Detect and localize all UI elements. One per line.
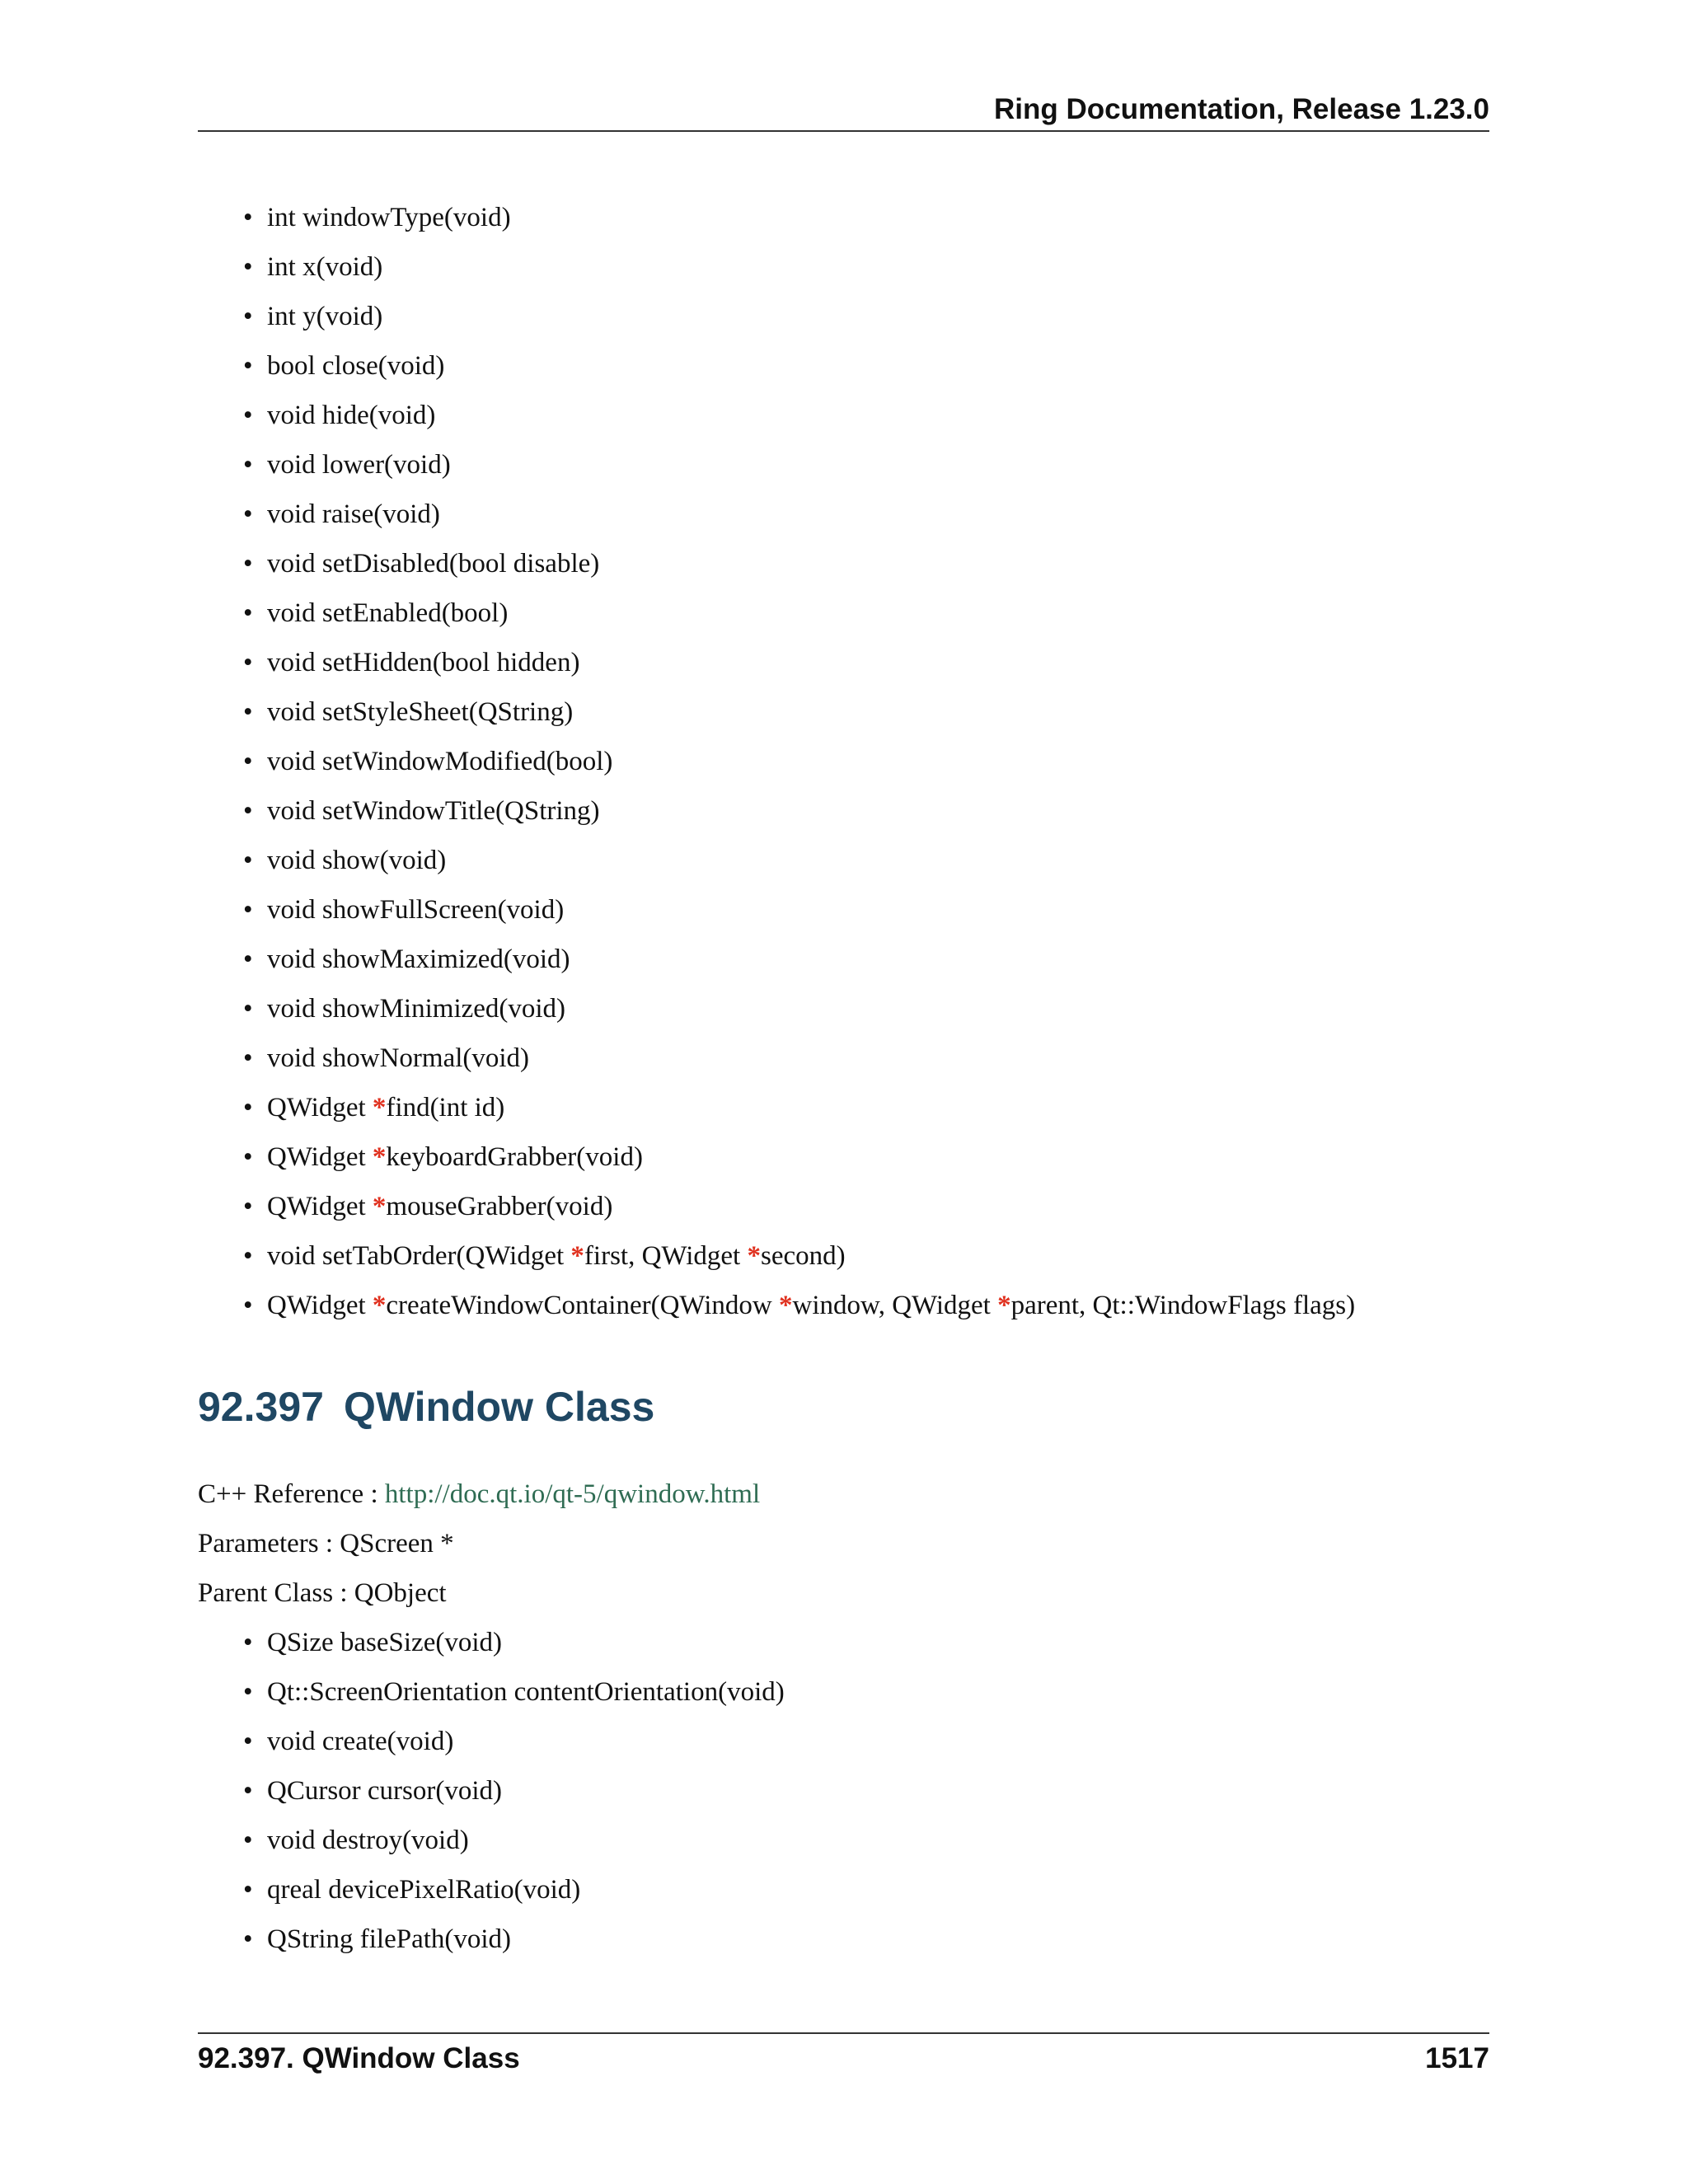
method-item: • void setHidden(bool hidden) [243,638,1355,687]
bullet-icon: • [243,1142,253,1172]
bullet-icon: • [243,944,253,974]
method-item: • QString filePath(void) [243,1915,785,1964]
bullet-icon: • [243,994,253,1024]
pointer-star: * [372,1093,387,1122]
bullet-icon: • [243,1628,253,1657]
method-item: • QCursor cursor(void) [243,1766,785,1816]
pointer-star: * [997,1291,1011,1320]
method-item: • Qt::ScreenOrientation contentOrientation(void) [243,1667,785,1717]
parameters-line: Parameters : QScreen * [198,1529,454,1558]
pointer-star: * [747,1241,761,1271]
footer-section: 92.397. QWindow Class [198,2042,520,2074]
section-number: 92.397 [198,1384,324,1430]
method-item: • void setWindowModified(bool) [243,737,1355,786]
method-item: • void setWindowTitle(QString) [243,786,1355,836]
bullet-icon: • [243,351,253,381]
bullet-icon: • [243,846,253,875]
cpp-reference-link[interactable]: http://doc.qt.io/qt-5/qwindow.html [384,1479,761,1509]
parent-class-line: Parent Class : QObject [198,1578,447,1608]
pointer-star: * [372,1291,387,1320]
bullet-icon: • [243,895,253,925]
method-item: • void setTabOrder(QWidget *first, QWidget *second) [243,1231,1355,1281]
bullet-icon: • [243,796,253,826]
bullet-icon: • [243,499,253,529]
method-item: • QSize baseSize(void) [243,1618,785,1667]
running-header [198,89,1489,132]
bullet-icon: • [243,252,253,282]
method-item: • void lower(void) [243,440,1355,490]
bullet-icon: • [243,648,253,677]
method-item: • void showFullScreen(void) [243,885,1355,935]
method-item: • void showNormal(void) [243,1033,1355,1083]
pointer-star: * [570,1241,584,1271]
bullet-icon: • [243,1776,253,1806]
pointer-star: * [779,1291,793,1320]
method-item: • int y(void) [243,292,1355,341]
bullet-icon: • [243,1043,253,1073]
bullet-icon: • [243,1241,253,1271]
method-item: • void setDisabled(bool disable) [243,539,1355,588]
qwidget-method-list [243,193,1355,1330]
pointer-star: * [372,1192,387,1221]
method-item: • void destroy(void) [243,1816,785,1865]
bullet-icon: • [243,450,253,480]
section-heading [198,1378,654,1436]
method-item: • QWidget *find(int id) [243,1083,1355,1132]
bullet-icon: • [243,203,253,232]
method-item: • void showMaximized(void) [243,935,1355,984]
bullet-icon: • [243,1875,253,1905]
bullet-icon: • [243,1291,253,1320]
bullet-icon: • [243,302,253,331]
method-item: • void show(void) [243,836,1355,885]
method-item: • void showMinimized(void) [243,984,1355,1033]
method-item: • void create(void) [243,1717,785,1766]
method-item: • void setStyleSheet(QString) [243,687,1355,737]
method-item: • QWidget *mouseGrabber(void) [243,1182,1355,1231]
running-footer [198,2032,1489,2074]
header-title: Ring Documentation, Release 1.23.0 [993,93,1489,125]
method-item: • void raise(void) [243,490,1355,539]
method-item: • int windowType(void) [243,193,1355,242]
cpp-reference-line [198,1469,760,1519]
qwindow-method-list [243,1618,785,1964]
method-item: • bool close(void) [243,341,1355,391]
method-item: • qreal devicePixelRatio(void) [243,1865,785,1915]
bullet-icon: • [243,1192,253,1221]
page-number: 1517 [1425,2042,1489,2074]
bullet-icon: • [243,549,253,579]
bullet-icon: • [243,1924,253,1954]
method-item: • void setEnabled(bool) [243,588,1355,638]
method-item: • QWidget *createWindowContainer(QWindow *window, QWidget *parent, Qt::WindowFlags flags) [243,1281,1355,1330]
bullet-icon: • [243,747,253,776]
bullet-icon: • [243,697,253,727]
bullet-icon: • [243,1825,253,1855]
bullet-icon: • [243,1677,253,1707]
method-item: • void hide(void) [243,391,1355,440]
section-title: QWindow Class [343,1384,655,1430]
bullet-icon: • [243,401,253,430]
bullet-icon: • [243,1093,253,1122]
method-item: • int x(void) [243,242,1355,292]
document-page [198,0,1489,2184]
bullet-icon: • [243,1727,253,1756]
bullet-icon: • [243,598,253,628]
cpp-reference-label: C++ Reference : [198,1479,385,1509]
method-item: • QWidget *keyboardGrabber(void) [243,1132,1355,1182]
pointer-star: * [372,1142,387,1172]
